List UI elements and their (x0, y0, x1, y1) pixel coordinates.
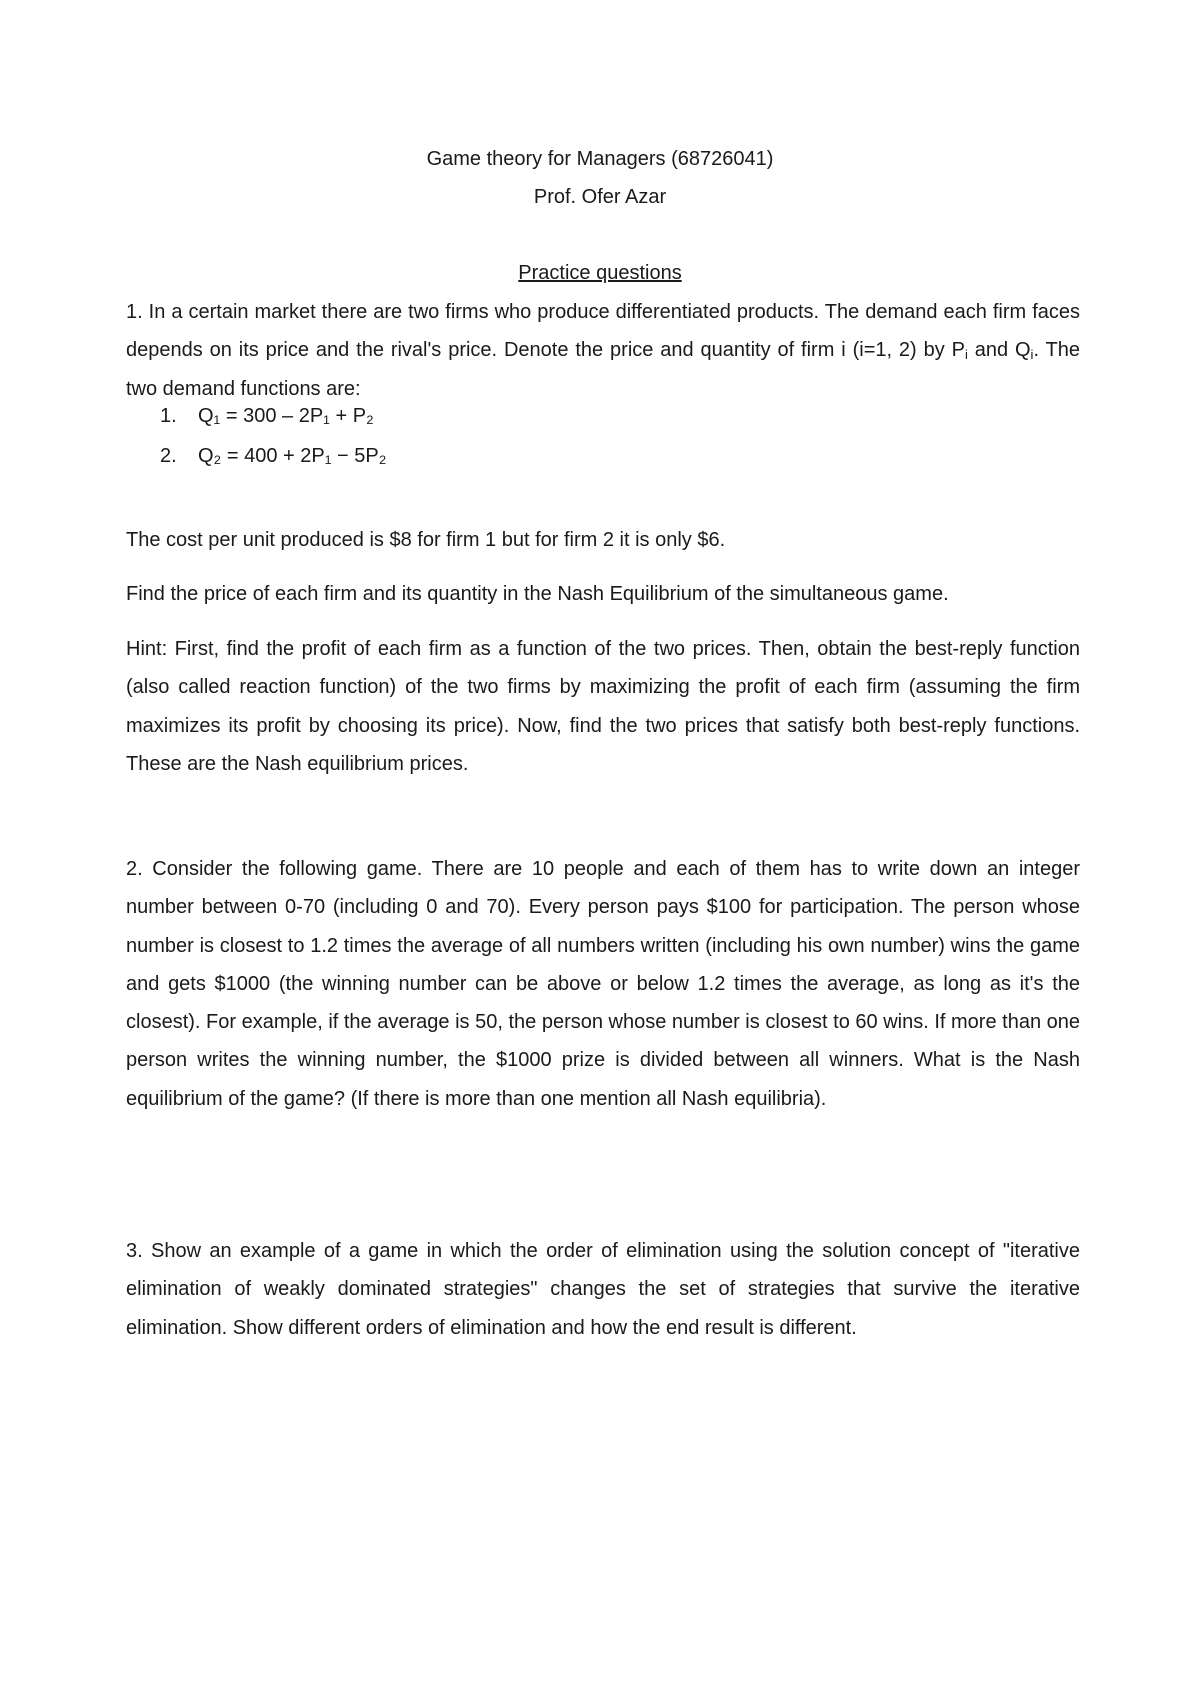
hint-paragraph: Hint: First, find the profit of each firm as a function of the two prices. Then, obtain the best-reply function (also called reaction function) of the two firms by maximizing the profit of each firm (assuming the firm maximizes its profit by choosing its price). Now, find the two prices that satisfy both best-reply functions. These are the Nash equilibrium prices. (126, 638, 1080, 775)
demand-equation: Q₁ = 300 – 2P₁ + P₂ (198, 405, 374, 427)
list-item (160, 436, 387, 476)
q1-intro-part-b: and Q (967, 339, 1031, 362)
demand-equations-list (160, 396, 387, 476)
find-paragraph: Find the price of each firm and its quantity in the Nash Equilibrium of the simultaneous game. (126, 583, 949, 605)
section-heading: Practice questions (518, 262, 682, 284)
question-2: 2. Consider the following game. There are 10 people and each of them has to write down an integer number between 0-70 (including 0 and 70). Every person pays $100 for participation. The person whose number is closest to 1.2 times the average of all numbers written (including his own number) wins the game and gets $1000 (the winning number can be above or below 1.2 times the average, as long as it's the closest). For example, if the average is 50, the person whose number is closest to 60 wins. If more than one person writes the winning number, the $1000 prize is divided between all winners. What is the Nash equilibrium of the game? (If there is more than one mention all Nash equilibria). (126, 858, 1080, 1110)
professor-name: Prof. Ofer Azar (533, 186, 667, 208)
list-number: 1. (160, 405, 177, 427)
q1-intro-part-c: . The two demand functions are: (126, 339, 1080, 400)
question-3: 3. Show an example of a game in which the order of elimination using the solution concept of "iterative elimination of weakly dominated strategies" changes the set of strategies that survive the iterative elimination. Show different orders of elimination and how the end result is different. (126, 1240, 1080, 1339)
q1-intro-part-a: 1. In a certain market there are two firms who produce differentiated products. The demand each firm faces depends on its price and the rival's price. Denote the price and quantity of firm i (i=1, 2) by P (126, 301, 1080, 362)
q1-subscript: i (964, 347, 968, 363)
q1-subscript: i (1030, 347, 1034, 363)
question-1-intro (126, 293, 1080, 408)
demand-equation: Q₂ = 400 + 2P₁ − 5P₂ (198, 445, 387, 467)
list-number: 2. (160, 445, 177, 467)
cost-paragraph: The cost per unit produced is $8 for firm 1 but for firm 2 it is only $6. (126, 529, 726, 551)
list-item (160, 396, 387, 436)
course-title: Game theory for Managers (68726041) (426, 148, 774, 170)
